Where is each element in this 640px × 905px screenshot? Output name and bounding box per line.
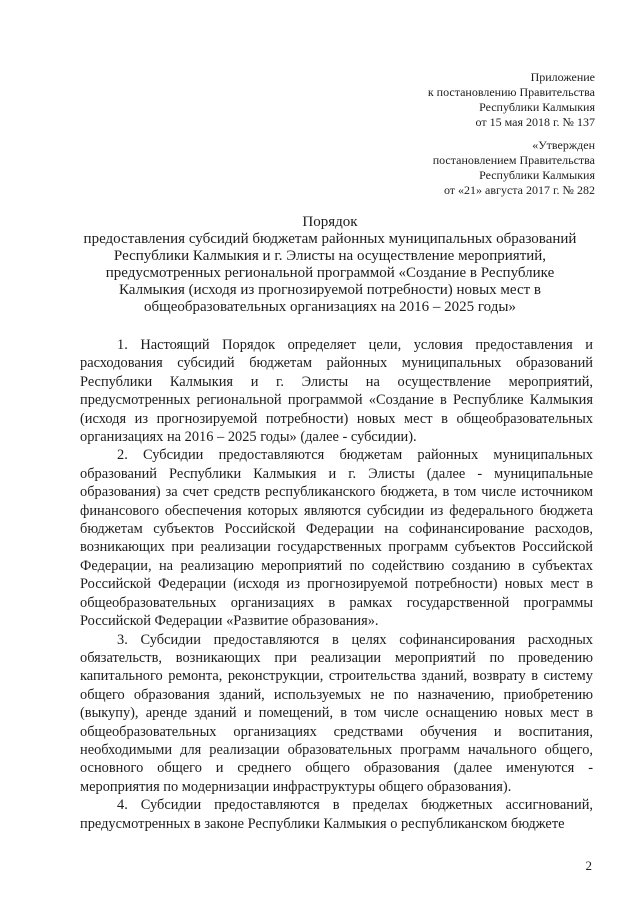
title-line: предоставления субсидий бюджетам районных муниципальных образований	[83, 231, 577, 247]
paragraph-2: 2. Субсидии предоставляются бюджетам районных муниципальных образований Республики Калмыкия и г. Элисты (далее - муниципальные образования) за счет средств республиканского бюджета, в том числе источником финансового обеспечения которых являются субсидии из федерального бюджета бюджетам субъектов Российской Федерации на софинансирование расходов, возникающих при реализации государственных программ субъектов Российской Федерации, на реализацию мероприятий по содействию созданию в субъектах Российской Федерации (исходя из прогнозируемой потребности) новых мест в общеобразовательных организациях в рамках государственной программы Российской Федерации «Развитие образования».	[80, 447, 593, 630]
page-number: 2	[585, 858, 592, 873]
title-line: Калмыкия (исходя из прогнозируемой потребности) новых мест в	[118, 282, 542, 298]
appendix-line: от 15 мая 2018 г. № 137	[475, 115, 595, 129]
appendix-line: Республики Калмыкия	[479, 100, 595, 114]
title-heading: Порядок	[302, 214, 358, 230]
document-title	[80, 214, 580, 316]
approval-line: Республики Калмыкия	[479, 168, 595, 182]
title-line: общеобразовательных организациях на 2016 – 2025 годы»	[144, 299, 516, 315]
approval-line: от «21» августа 2017 г. № 282	[443, 183, 595, 197]
paragraph-3: 3. Субсидии предоставляются в целях софинансирования расходных обязательств, возникающих при реализации мероприятий по проведению капитального ремонта, реконструкции, строительства зданий, возврату в систему общего образования зданий, используемых не по назначению, приобретению (выкупу), аренде зданий и помещений, в том числе оснащению новых мест в общеобразовательных организациях средствами обучения и воспитания, необходимыми для реализации образовательных программ начального общего, основного общего и среднего общего образования (далее именуются - мероприятия по модернизации инфраструктуры общего образования).	[80, 631, 593, 795]
title-line: предусмотренных региональной программой «Создание в Республике	[105, 265, 555, 281]
approval-line: «Утвержден	[532, 138, 595, 152]
paragraph-1: 1. Настоящий Порядок определяет цели, условия предоставления и расходования субсидий бюджетам районных муниципальных образований Республики Калмыкия и г. Элисты на осуществление мероприятий, предусмотренных региональной программой «Создание в Республике Калмыкия (исходя из прогнозируемой потребности) новых мест в общеобразовательных организациях на 2016 – 2025 годы» (далее - субсидии).	[80, 337, 593, 446]
title-line: Республики Калмыкия и г. Элисты на осуществление мероприятий,	[113, 248, 547, 264]
paragraph-4: 4. Субсидии предоставляются в пределах бюджетных ассигнований, предусмотренных в законе Республики Калмыкия о республиканском бюджете	[80, 797, 593, 832]
appendix-line: Приложение	[530, 70, 595, 84]
approval-line: постановлением Правительства	[432, 153, 595, 167]
appendix-header	[428, 70, 595, 130]
appendix-line: к постановлению Правительства	[427, 85, 595, 99]
document-body	[80, 336, 593, 833]
approval-header	[433, 138, 595, 198]
